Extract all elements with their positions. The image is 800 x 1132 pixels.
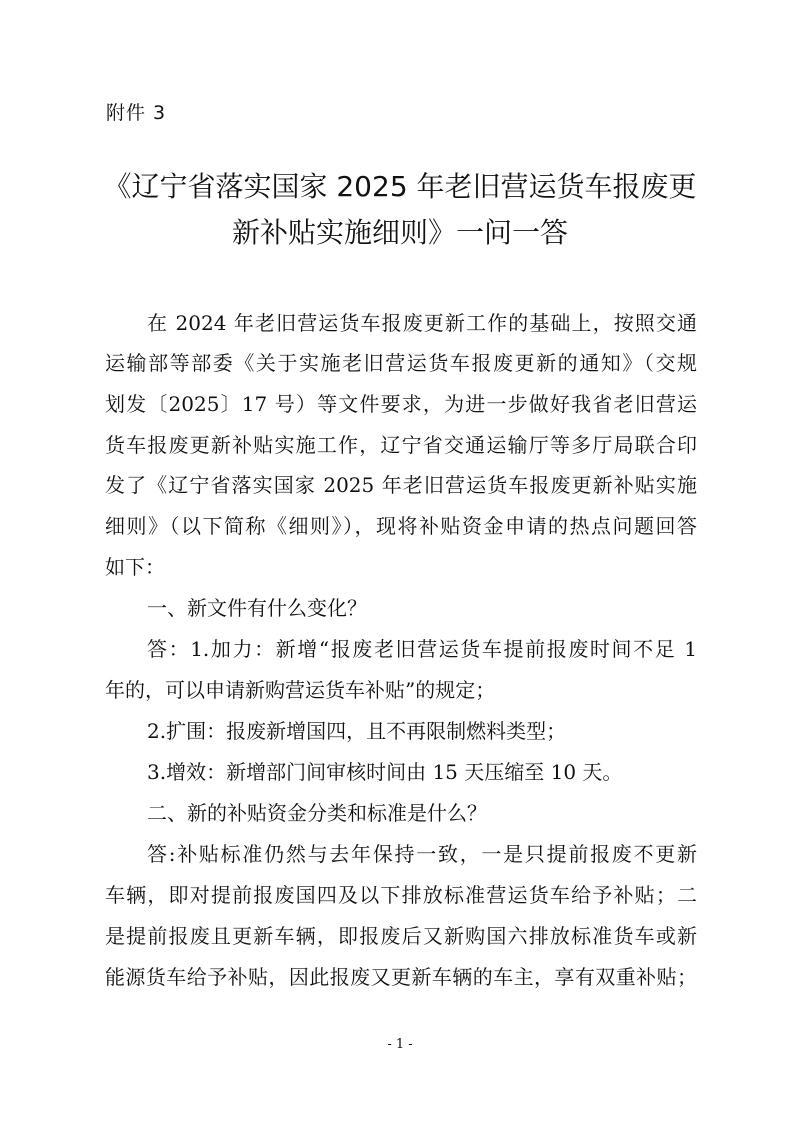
intro-line: 如下： [105,555,165,579]
attachment-label: 附件 3 [106,102,167,124]
answer-1-line: 3.增效：新增部门间审核时间由 15 天压缩至 10 天。 [147,760,623,784]
intro-line: 细则》（以下简称《细则》），现将补贴资金申请的热点问题回答 [105,514,697,538]
intro-line: 货车报废更新补贴实施工作，辽宁省交通运输厅等多厅局联合印 [105,433,697,457]
answer-1-line: 答：1.加力：新增“报废老旧营运货车提前报废时间不足 1 [147,637,697,661]
answer-2-line: 答:补贴标准仍然与去年保持一致，一是只提前报废不更新 [147,842,697,866]
answer-2-line: 是提前报废且更新车辆，即报废后又新购国六排放标准货车或新 [105,924,697,948]
intro-line: 在 2024 年老旧营运货车报废更新工作的基础上，按照交通 [147,311,697,335]
answer-2-line: 能源货车给予补贴，因此报废又更新车辆的车主，享有双重补贴； [105,965,697,989]
answer-2-line: 车辆，即对提前报废国四及以下排放标准营运货车给予补贴；二 [105,883,697,907]
question-2-heading: 二、新的补贴资金分类和标准是什么？ [147,801,487,825]
intro-line: 运输部等部委《关于实施老旧营运货车报废更新的通知》（交规 [105,351,697,375]
answer-1-line: 2.扩围：报废新增国四，且不再限制燃料类型； [147,719,567,743]
document-title-line-2: 新补贴实施细则》一问一答 [231,216,568,249]
question-1-heading: 一、新文件有什么变化？ [147,596,367,620]
intro-line: 发了《辽宁省落实国家 2025 年老旧营运货车报废更新补贴实施 [105,473,697,497]
answer-1-line: 年的，可以申请新购营运货车补贴”的规定； [105,678,496,702]
intro-line: 划发〔2025〕17 号）等文件要求，为进一步做好我省老旧营运 [105,392,697,416]
document-title-line-1: 《辽宁省落实国家 2025 年老旧营运货车报废更 [103,170,697,203]
page-number: - 1 - [387,1037,413,1052]
